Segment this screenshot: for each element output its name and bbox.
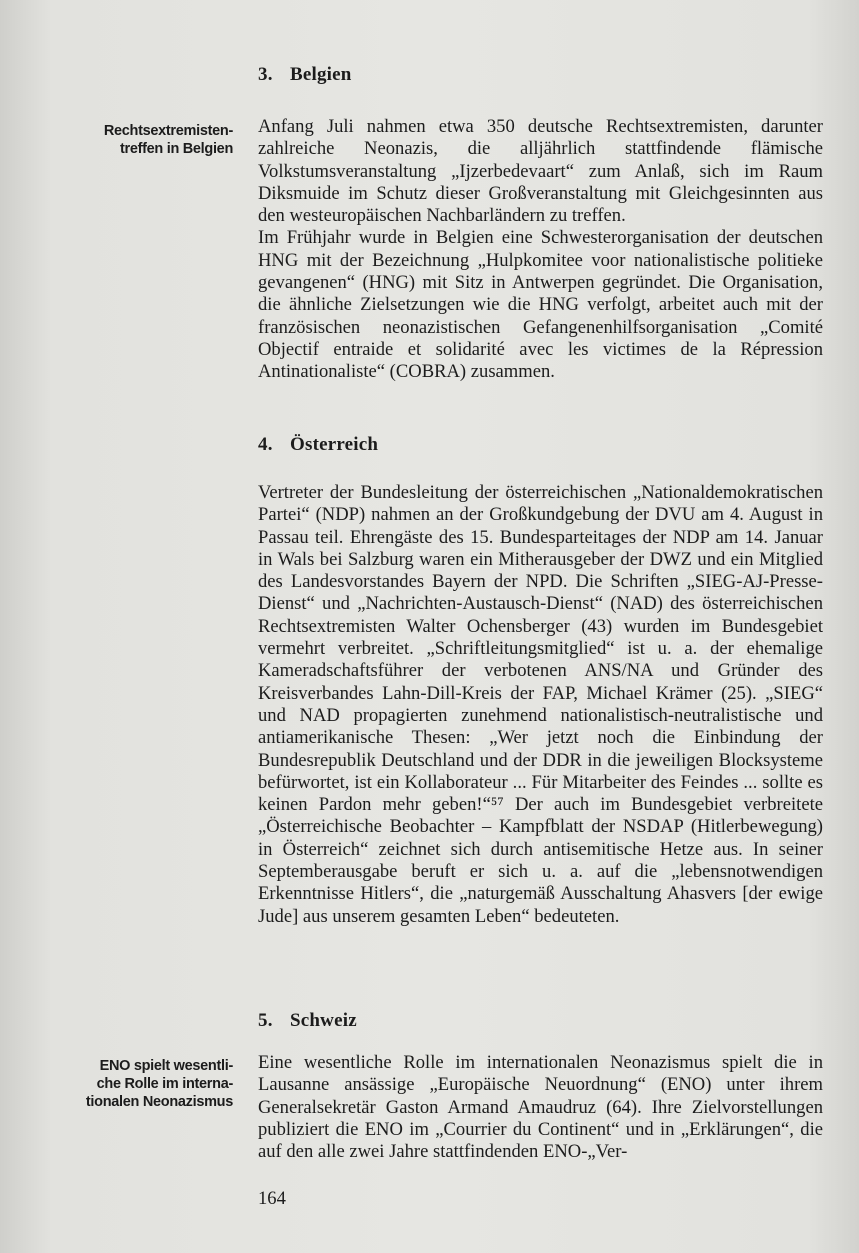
section-heading-oesterreich (258, 434, 378, 456)
margin-note-line: Rechtsextremisten- (103, 123, 233, 139)
section-title: Österreich (290, 434, 379, 455)
margin-note-line: treffen in Belgien (119, 141, 233, 157)
margin-note-belgien (73, 122, 233, 158)
margin-note-line: tionalen Neonazismus (85, 1094, 233, 1110)
section-title: Schweiz (290, 1010, 357, 1031)
margin-note-schweiz (73, 1057, 233, 1111)
paragraph: Eine wesentliche Rolle im internationalen Neonazismus spielt die in Lausanne ansässige „Europäische Neuordnung“ (ENO) unter ihrem Generalsekretär Gaston Armand Amaudruz (64). Ihre Zielvorstellungen publiziert die ENO im „Courrier du Continent“ und in „Erklärungen“, die auf den alle zwei Jahre stattfindenden ENO-„Ver- (258, 1052, 823, 1163)
section-body-oesterreich (258, 482, 823, 928)
paragraph: Anfang Juli nahmen etwa 350 deutsche Rechtsextremisten, darunter zahlreiche Neonazis, die alljährlich stattfindende flämische Volkstumsveranstaltung „Ijzerbedevaart“ zum Anlaß, sich im Raum Diksmuide im Schutz dieser Großveranstaltung mit Gleichgesinnten aus den westeuropäischen Nachbarländern zu treffen. (258, 116, 823, 227)
page-number: 164 (258, 1188, 286, 1209)
section-heading-schweiz (258, 1010, 357, 1032)
section-heading-belgien (258, 64, 352, 86)
paragraph: Vertreter der Bundesleitung der österreichischen „Nationaldemokratischen Partei“ (NDP) nahmen an der Großkundgebung der DVU am 4. August in Passau teil. Ehrengäste des 15. Bundesparteitages der NDP am 14. Januar in Wals bei Salzburg waren ein Mitherausgeber der DWZ und ein Mitglied des Landesvorstandes Bayern der NPD. Die Schriften „SIEG-AJ-Presse-Dienst“ und „Nachrichten-Austausch-Dienst“ (NAD) des österreichischen Rechtsextremisten Walter Ochensberger (43) wurden im Bundesgebiet vermehrt verbreitet. „Schriftleitungsmitglied“ ist u. a. der ehemalige Kameradschaftsführer der verbotenen ANS/NA und Gründer des Kreisverbandes Lahn-Dill-Kreis der FAP, Michael Krämer (25). „SIEG“ und NAD propagierten zunehmend nationalistisch-neutralistische und antiamerikanische Thesen: „Wer jetzt noch die Einbindung der Bundesrepublik Deutschland und der DDR in die jeweiligen Blocksysteme befürwortet, ist ein Kollaborateur ... Für Mitarbeiter des Feindes ... sollte es keinen Pardon mehr geben!“⁵⁷ Der auch im Bundesgebiet verbreitete „Österreichische Beobachter – Kampfblatt der NSDAP (Hitlerbewegung) in Österreich“ zeichnet sich durch antisemitische Hetze aus. In seiner Septemberausgabe beruft er sich u. a. auf die „lebensnotwendigen Erkenntnisse Hitlers“, die „naturgemäß Ausschaltung Ahasvers [der ewige Jude] aus unserem gesamten Leben“ bedeuteten. (258, 482, 823, 927)
section-body-schweiz (258, 1052, 823, 1163)
section-title: Belgien (290, 64, 352, 85)
margin-note-line: che Rolle im interna- (96, 1076, 233, 1092)
section-number: 4. (258, 434, 273, 455)
section-body-belgien (258, 116, 823, 384)
section-number: 5. (258, 1010, 273, 1031)
section-number: 3. (258, 64, 273, 85)
paragraph: Im Frühjahr wurde in Belgien eine Schwesterorganisation der deutschen HNG mit der Bezeichnung „Hulpkomitee voor nationalistische politieke gevangenen“ (HNG) mit Sitz in Antwerpen gegründet. Die Organisation, die ähnliche Zielsetzungen wie die HNG verfolgt, arbeitet auch mit der französischen neonazistischen Gefangenenhilfsorganisation „Comité Objectif entraide et solidarité avec les victimes de la Répression Antinationaliste“ (COBRA) zusammen. (258, 227, 823, 383)
margin-note-line: ENO spielt wesentli- (99, 1058, 233, 1074)
